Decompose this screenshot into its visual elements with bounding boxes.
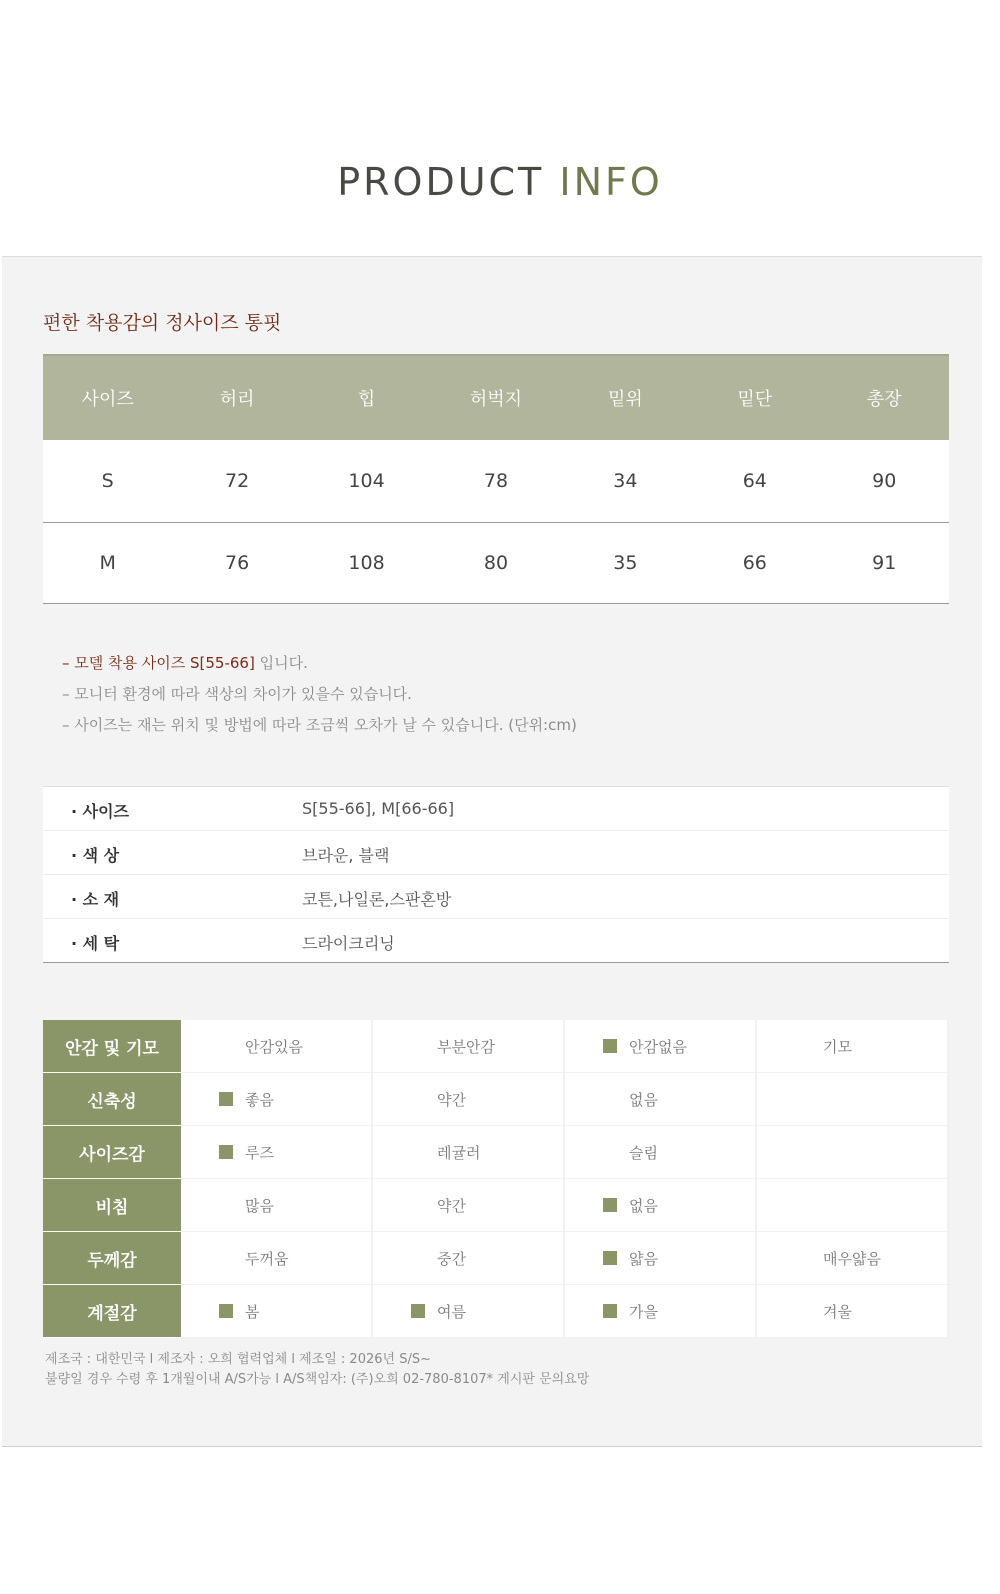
spec-row-size [43,787,949,831]
note-model-size-suffix: 입니다. [254,654,308,672]
fit-feel-label: 계절감 [43,1285,181,1338]
size-table-row [43,440,949,523]
fit-feel-option [181,1020,373,1073]
fit-feel-option-label: 부분안감 [437,1038,495,1056]
note-model-size-highlight: – 모델 착용 사이즈 S[55-66] [62,654,255,672]
spec-value: 코튼,나일론,스판혼방 [302,890,452,909]
fit-feel-option-label: 두꺼움 [245,1250,289,1268]
fit-feel-row [43,1285,949,1338]
checked-square-icon [603,1039,617,1053]
fit-feel-option-label: 중간 [437,1250,466,1268]
size-cell: 66 [690,523,819,604]
fit-feel-option [565,1285,757,1338]
size-table-header-row [43,355,949,440]
size-header-cell: 허벅지 [431,355,560,440]
fit-feel-table [43,1020,949,1338]
spec-value: 드라이크리닝 [302,934,395,953]
fit-feel-option-label: 기모 [823,1038,852,1056]
fit-feel-option [181,1126,373,1179]
size-cell: 91 [820,523,949,604]
fit-feel-option [181,1285,373,1338]
fit-feel-label: 사이즈감 [43,1126,181,1179]
fit-feel-option-label: 루즈 [245,1144,274,1162]
fit-feel-option-label: 레귤러 [437,1144,481,1162]
checked-square-icon [219,1304,233,1318]
note-measure: – 사이즈는 재는 위치 및 방법에 따라 조금씩 오차가 날 수 있습니다. (단위:cm) [62,716,577,734]
size-header-cell: 밑위 [561,355,690,440]
footer-as-info: 불량일 경우 수령 후 1개월이내 A/S가능 l A/S책임자: (주)오희 02-780-8107* 게시판 문의요망 [45,1372,590,1387]
fit-feel-option [565,1073,757,1126]
size-cell: 78 [431,440,560,523]
fit-feel-label: 비침 [43,1179,181,1232]
spec-row-wash [43,919,949,962]
footer-manufacture-info: 제조국 : 대한민국 l 제조자 : 오희 협력업체 l 제조일 : 2026년 S/S~ [45,1352,431,1367]
fit-feel-option-label: 가을 [629,1303,658,1321]
spec-row-material [43,875,949,919]
fit-feel-row [43,1073,949,1126]
fit-feel-option [565,1179,757,1232]
fit-feel-option [373,1020,565,1073]
fit-feel-option-label: 얇음 [629,1250,658,1268]
fit-feel-option [757,1232,949,1285]
fit-feel-option-label: 없음 [629,1091,658,1109]
page-title [0,160,1000,204]
fit-feel-row [43,1232,949,1285]
spec-list [43,786,949,963]
fit-feel-option-label: 좋음 [245,1091,274,1109]
spec-key: · 색 상 [71,846,120,865]
size-header-cell: 밑단 [690,355,819,440]
size-cell: S [43,440,172,523]
title-part-info: INFO [559,160,663,204]
size-cell: 35 [561,523,690,604]
spec-key: · 세 탁 [71,934,120,953]
fit-feel-label: 신축성 [43,1073,181,1126]
fit-feel-option-label: 겨울 [823,1303,852,1321]
fit-feel-option [181,1232,373,1285]
fit-feel-option-label: 안감있음 [245,1038,303,1056]
fit-feel-option [373,1073,565,1126]
size-cell: 34 [561,440,690,523]
fit-feel-option-label: 안감없음 [629,1038,687,1056]
manufacturer-footer [45,1350,589,1390]
fit-feel-option [757,1126,949,1179]
size-table-row [43,523,949,604]
size-cell: 90 [820,440,949,523]
fit-feel-label: 두께감 [43,1232,181,1285]
size-cell: 80 [431,523,560,604]
fit-feel-row [43,1179,949,1232]
note-monitor: – 모니터 환경에 따라 색상의 차이가 있을수 있습니다. [62,685,412,703]
fit-feel-option [373,1285,565,1338]
fit-feel-label: 안감 및 기모 [43,1020,181,1073]
title-part-product: PRODUCT [337,160,545,204]
spec-row-color [43,831,949,875]
fit-feel-option [757,1179,949,1232]
fit-feel-option [565,1232,757,1285]
fit-feel-option [373,1126,565,1179]
spec-value: 브라운, 블랙 [302,846,390,865]
product-subtitle: 편한 착용감의 정사이즈 통핏 [43,312,282,334]
size-cell: 72 [172,440,301,523]
size-header-cell: 사이즈 [43,355,172,440]
fit-feel-option [373,1179,565,1232]
checked-square-icon [219,1145,233,1159]
size-header-cell: 총장 [820,355,949,440]
fit-feel-option-label: 약간 [437,1091,466,1109]
size-cell: 104 [302,440,431,523]
fit-feel-row [43,1126,949,1179]
checked-square-icon [219,1092,233,1106]
fit-feel-option [373,1232,565,1285]
size-cell: 108 [302,523,431,604]
fit-feel-option [181,1179,373,1232]
fit-feel-option [565,1020,757,1073]
fit-feel-option-label: 매우얇음 [823,1250,881,1268]
fit-feel-option-label: 슬림 [629,1144,658,1162]
size-cell: 76 [172,523,301,604]
fit-feel-option [181,1073,373,1126]
checked-square-icon [603,1304,617,1318]
fit-feel-option [565,1126,757,1179]
size-table [43,354,949,604]
fit-feel-option-label: 여름 [437,1303,466,1321]
fit-feel-option-label: 약간 [437,1197,466,1215]
size-header-cell: 허리 [172,355,301,440]
fit-feel-option [757,1020,949,1073]
size-cell: M [43,523,172,604]
spec-key: · 사이즈 [71,802,130,821]
spec-value: S[55-66], M[66-66] [302,799,455,818]
size-header-cell: 힙 [302,355,431,440]
size-cell: 64 [690,440,819,523]
spec-key: · 소 재 [71,890,120,909]
checked-square-icon [603,1198,617,1212]
fit-feel-row [43,1020,949,1073]
checked-square-icon [603,1251,617,1265]
fit-feel-option [757,1073,949,1126]
fit-feel-option [757,1285,949,1338]
size-notes [62,648,577,741]
fit-feel-option-label: 봄 [245,1303,260,1321]
fit-feel-option-label: 없음 [629,1197,658,1215]
fit-feel-option-label: 많음 [245,1197,274,1215]
note-model-size [62,648,577,679]
checked-square-icon [411,1304,425,1318]
